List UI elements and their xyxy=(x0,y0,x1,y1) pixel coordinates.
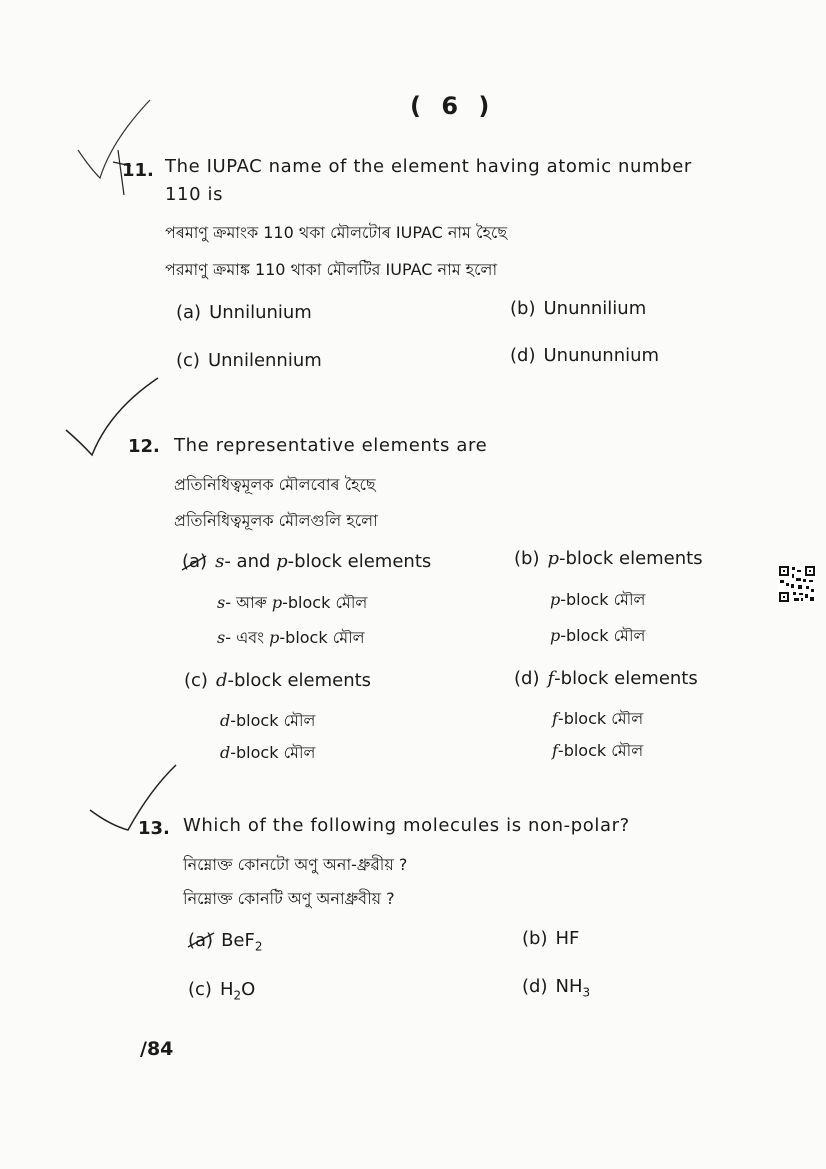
option-d: (d) f-block elements xyxy=(514,668,698,689)
formula: $NH_3$ xyxy=(555,976,591,1000)
question-bengali: নিম্নোক্ত কোনটি অণু অনাধ্রুবীয় ? xyxy=(183,889,395,908)
option-d: (d) Unununnium xyxy=(510,345,660,366)
question-number: 13. xyxy=(138,818,170,839)
question-stem: The IUPAC name of the element having atomic number xyxy=(165,156,692,177)
question-assamese: নিম্নোক্ত কোনটো অণু অনা-ধ্ৰুৱীয় ? xyxy=(183,855,408,874)
option-b-assamese: p-block মৌল xyxy=(550,590,646,609)
formula: $H_2O$ xyxy=(219,979,256,1003)
option-a: (a) Unnilunium xyxy=(176,302,312,323)
question-number: 11. xyxy=(122,160,154,181)
formula: BeF$_2$ xyxy=(221,930,263,954)
page-number: ( 6 ) xyxy=(410,92,496,120)
option-c: (c) Unnilennium xyxy=(176,350,322,371)
option-d: (d) $NH_3$ xyxy=(522,976,591,1000)
option-b: (b) HF xyxy=(522,928,580,949)
question-assamese: পৰমাণু ক্ৰমাংক 110 থকা মৌলটোৰ IUPAC নাম হৈছে xyxy=(165,223,508,242)
option-a-assamese: s- আৰু p-block মৌল xyxy=(217,593,368,612)
option-c-bengali: d-block মৌল xyxy=(220,743,316,762)
option-a: (a) s- and p-block elements xyxy=(182,551,432,572)
question-assamese: প্ৰতিনিধিত্বমূলক মৌলবোৰ হৈছে xyxy=(174,475,376,494)
question-bengali: প্রতিনিধিত্বমূলক মৌলগুলি হলো xyxy=(174,511,378,530)
question-stem: 110 is xyxy=(165,184,224,205)
formula: HF xyxy=(555,928,580,949)
option-a-bengali: s- এবং p-block মৌল xyxy=(217,628,365,647)
option-b-bengali: p-block মৌল xyxy=(550,626,646,645)
option-d-bengali: f-block মৌল xyxy=(552,741,644,760)
question-bengali: পরমাণু ক্রমাঙ্ক 110 থাকা মৌলটির IUPAC নাম হলো xyxy=(165,260,498,279)
question-number: 12. xyxy=(128,436,160,457)
question-stem: The representative elements are xyxy=(174,435,488,456)
option-c: (c) $H_2O$ xyxy=(188,979,256,1003)
page-footer-code: /84 xyxy=(140,1038,174,1060)
option-c: (c) d-block elements xyxy=(184,670,372,691)
question-stem: Which of the following molecules is non-polar? xyxy=(183,815,630,836)
option-a: (a) BeF$_2$ xyxy=(188,930,263,954)
qr-code-icon xyxy=(778,565,816,603)
option-b: (b) p-block elements xyxy=(514,548,703,569)
option-d-assamese: f-block মৌল xyxy=(552,709,644,728)
option-b: (b) Ununnilium xyxy=(510,298,647,319)
option-c-assamese: d-block মৌল xyxy=(220,711,316,730)
